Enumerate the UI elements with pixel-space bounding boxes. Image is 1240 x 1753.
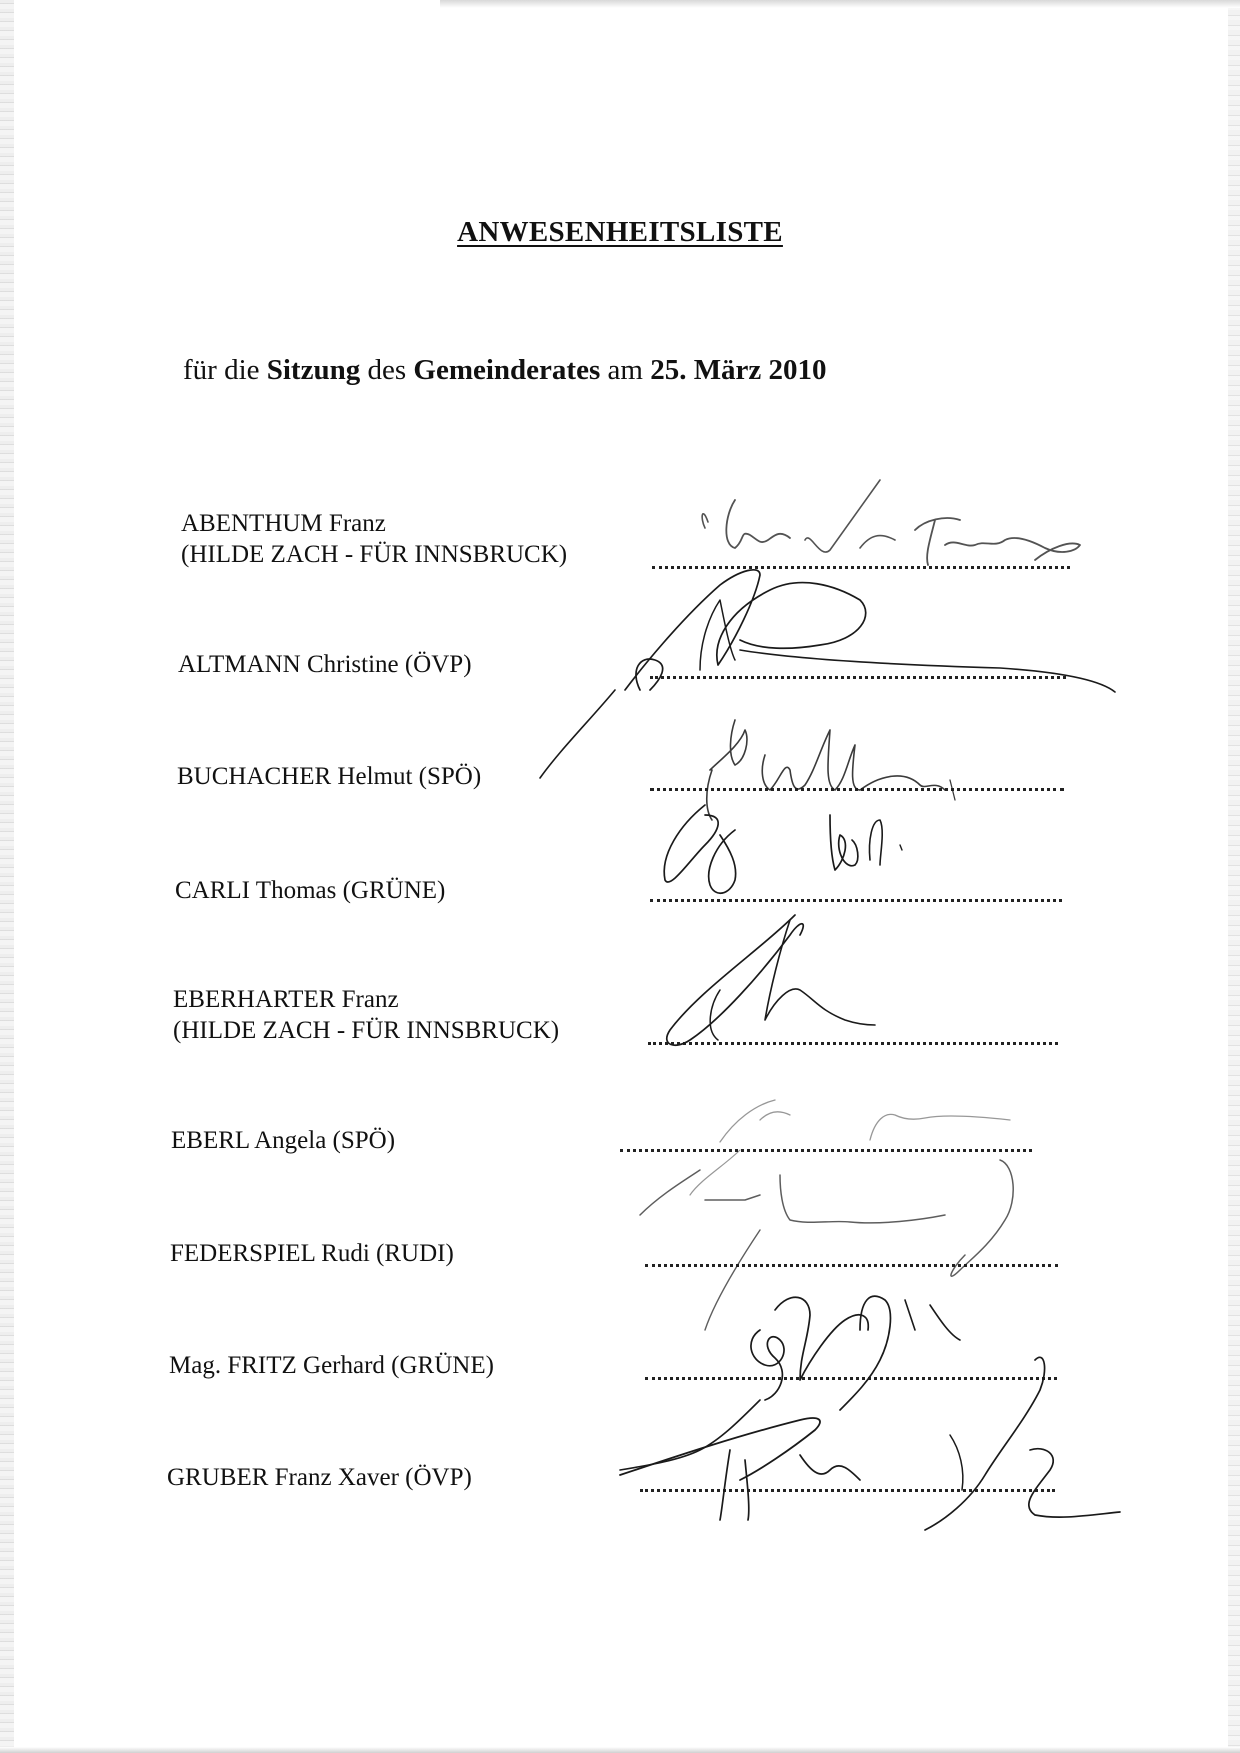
attendee-name: Mag. FRITZ Gerhard (GRÜNE) bbox=[169, 1352, 494, 1379]
attendee-row-5 bbox=[173, 984, 559, 1046]
signature-1 bbox=[702, 480, 1080, 565]
attendee-row-4 bbox=[175, 875, 445, 906]
scan-edge-bottom bbox=[0, 1747, 1240, 1753]
signature-line bbox=[645, 1377, 1057, 1380]
subtitle-sitzung: Sitzung bbox=[266, 354, 361, 386]
attendee-row-3 bbox=[177, 761, 481, 792]
subtitle-gemeinderat: Gemeinderates bbox=[413, 354, 601, 386]
attendee-name: ALTMANN Christine (ÖVP) bbox=[178, 651, 472, 678]
attendee-name: CARLI Thomas (GRÜNE) bbox=[175, 877, 446, 904]
meeting-date: 25. März 2010 bbox=[650, 354, 827, 386]
attendee-group: (HILDE ZACH - FÜR INNSBRUCK) bbox=[181, 541, 568, 568]
attendee-name: ABENTHUM Franz bbox=[181, 510, 386, 537]
attendee-row-8 bbox=[169, 1350, 494, 1381]
attendee-name: BUCHACHER Helmut (SPÖ) bbox=[177, 763, 482, 790]
signature-3 bbox=[707, 720, 955, 820]
signature-2 bbox=[540, 570, 1115, 778]
subtitle-text: am bbox=[600, 354, 651, 386]
signature-7 bbox=[640, 1160, 1013, 1330]
signature-4 bbox=[664, 805, 902, 893]
signature-line bbox=[650, 788, 1064, 791]
scan-edge-top bbox=[440, 0, 1240, 8]
attendee-row-1 bbox=[181, 508, 567, 570]
attendee-group: (HILDE ZACH - FÜR INNSBRUCK) bbox=[173, 1017, 560, 1044]
signature-line bbox=[648, 1042, 1058, 1045]
attendee-row-2 bbox=[178, 649, 472, 680]
signature-line bbox=[650, 676, 1066, 679]
signature-line bbox=[640, 1489, 1055, 1492]
subtitle-text: für die bbox=[183, 354, 267, 386]
signature-9 bbox=[620, 1357, 1120, 1530]
signature-line bbox=[652, 566, 1070, 569]
signature-6 bbox=[690, 1100, 1010, 1195]
document-title: ANWESENHEITSLISTE bbox=[457, 216, 783, 248]
signature-5 bbox=[667, 915, 875, 1045]
attendee-row-6 bbox=[171, 1125, 395, 1156]
signature-line bbox=[645, 1264, 1058, 1267]
attendee-name: GRUBER Franz Xaver (ÖVP) bbox=[167, 1464, 472, 1491]
signature-line bbox=[650, 899, 1062, 902]
attendee-row-7 bbox=[170, 1238, 454, 1269]
attendee-row-9 bbox=[167, 1462, 472, 1493]
signature-line bbox=[620, 1149, 1032, 1152]
attendee-name: EBERHARTER Franz bbox=[173, 986, 399, 1013]
attendee-name: FEDERSPIEL Rudi (RUDI) bbox=[170, 1240, 454, 1267]
scan-edge-left bbox=[0, 0, 14, 1753]
scan-edge-right bbox=[1228, 0, 1240, 1753]
attendee-name: EBERL Angela (SPÖ) bbox=[171, 1127, 396, 1154]
signature-8 bbox=[620, 1296, 960, 1470]
subtitle-text: des bbox=[360, 354, 414, 386]
meeting-subtitle bbox=[183, 354, 827, 387]
